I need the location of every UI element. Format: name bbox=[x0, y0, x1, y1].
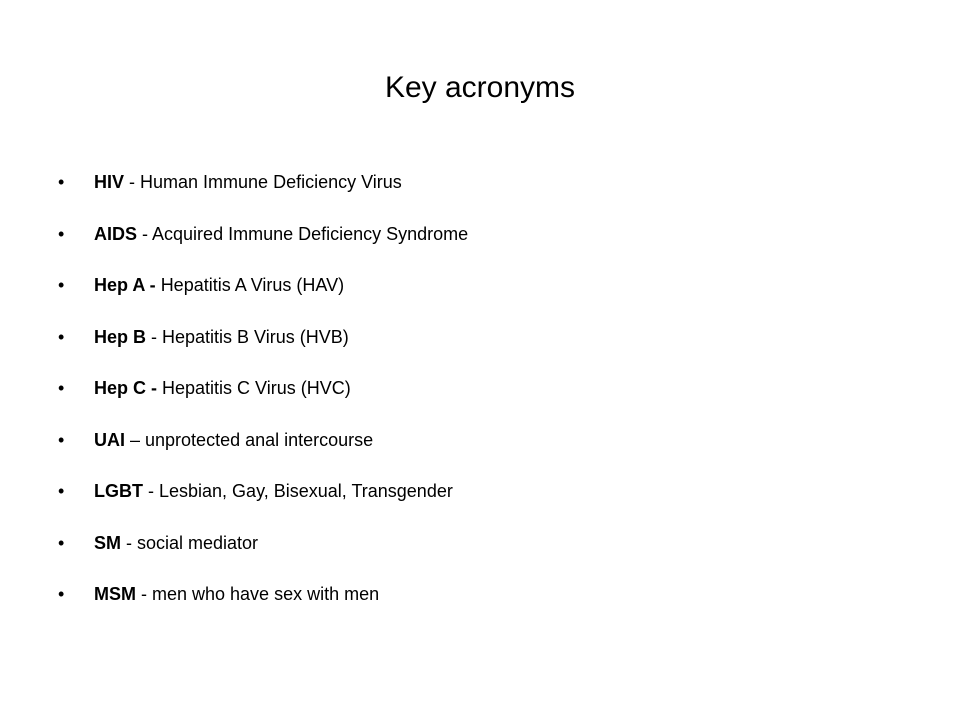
acronym-definition: social mediator bbox=[137, 532, 259, 553]
bullet-icon: • bbox=[58, 429, 65, 450]
acronym-definition: Human Immune Deficiency Virus bbox=[140, 172, 402, 192]
list-item bbox=[58, 325, 468, 377]
bullet-icon: • bbox=[58, 532, 65, 553]
list-item bbox=[58, 222, 468, 274]
separator: - bbox=[137, 223, 153, 244]
acronym-term: SM bbox=[94, 532, 121, 553]
acronym-term: LGBT bbox=[94, 481, 143, 501]
acronym-definition: unprotected anal intercourse bbox=[145, 429, 374, 450]
separator: - bbox=[146, 326, 163, 347]
separator: - bbox=[121, 532, 137, 553]
acronym-term: Hep B bbox=[94, 326, 147, 347]
list-item bbox=[58, 428, 468, 480]
acronym-definition: men who have sex with men bbox=[152, 584, 380, 604]
acronym-term: HIV bbox=[94, 172, 125, 192]
acronym-term: AIDS bbox=[94, 223, 138, 244]
bullet-icon: • bbox=[58, 378, 65, 398]
acronym-definition: Hepatitis C Virus (HVC) bbox=[162, 378, 351, 398]
acronym-definition: Hepatitis A Virus (HAV) bbox=[160, 275, 345, 295]
acronym-term: MSM bbox=[94, 584, 136, 604]
acronym-term: Hep A - bbox=[94, 275, 156, 295]
list-item bbox=[58, 273, 468, 325]
list-item bbox=[58, 170, 468, 222]
acronym-term: Hep C - bbox=[94, 378, 157, 398]
separator: – bbox=[125, 429, 146, 450]
acronym-term: UAI bbox=[94, 429, 125, 450]
bullet-icon: • bbox=[58, 223, 65, 244]
separator: - bbox=[124, 172, 141, 192]
acronym-list bbox=[58, 170, 468, 634]
list-item bbox=[58, 376, 468, 428]
bullet-icon: • bbox=[58, 584, 65, 604]
bullet-icon: • bbox=[58, 481, 65, 501]
acronym-definition: Acquired Immune Deficiency Syndrome bbox=[152, 223, 469, 244]
slide-title: Key acronyms bbox=[384, 71, 576, 104]
bullet-icon: • bbox=[58, 172, 65, 192]
acronym-definition: Hepatitis B Virus (HVB) bbox=[162, 326, 349, 347]
acronym-definition: Lesbian, Gay, Bisexual, Transgender bbox=[159, 481, 453, 501]
bullet-icon: • bbox=[58, 326, 65, 347]
bullet-icon: • bbox=[58, 275, 65, 295]
separator: - bbox=[143, 481, 159, 501]
separator: - bbox=[136, 584, 152, 604]
list-item bbox=[58, 531, 468, 583]
list-item bbox=[58, 582, 468, 634]
list-item bbox=[58, 479, 468, 531]
